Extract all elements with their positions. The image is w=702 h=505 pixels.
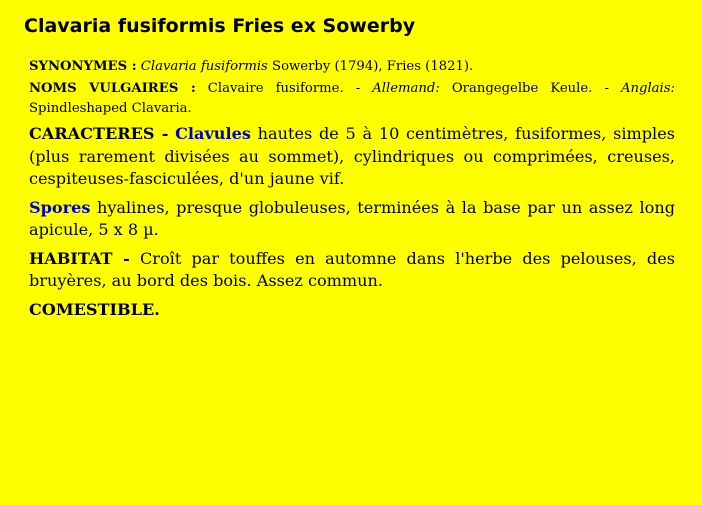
- synonyms-species: Clavaria fusiformis: [140, 59, 268, 74]
- habitat-paragraph: [29, 248, 675, 293]
- description-body: [29, 57, 675, 327]
- spores-keyword: Spores: [29, 197, 91, 217]
- common-name-french: Clavaire fusiforme. -: [207, 81, 361, 96]
- common-name-english: Spindleshaped Clavaria.: [29, 101, 192, 116]
- characters-paragraph: [29, 123, 675, 191]
- synonyms-paragraph: [29, 57, 675, 77]
- common-names-paragraph: [29, 79, 675, 119]
- page-title: Clavaria fusiformis Fries ex Sowerby: [24, 15, 416, 37]
- spores-text: hyalines, presque globuleuses, terminées à la base par un assez long apicule, 5 x 8 µ.: [29, 197, 675, 239]
- german-label: Allemand:: [372, 81, 440, 96]
- synonyms-authors: Sowerby (1794), Fries (1821).: [272, 59, 474, 74]
- spores-paragraph: [29, 197, 675, 242]
- common-name-german: Orangegelbe Keule. -: [451, 81, 609, 96]
- habitat-label: HABITAT -: [29, 248, 130, 268]
- edibility-label: COMESTIBLE.: [29, 299, 160, 319]
- characters-text: hautes de 5 à 10 centimètres, fusiformes, simples (plus rarement divisées au sommet), cylindriques ou comprimées, creuses, cespiteuses-fasciculées, d'un jaune vif.: [29, 124, 675, 188]
- clavules-keyword: Clavules: [175, 124, 251, 143]
- english-label: Anglais:: [621, 81, 675, 96]
- habitat-text: Croît par touffes en automne dans l'herbe des pelouses, des bruyères, au bord des bois. Assez commun.: [29, 248, 675, 290]
- edibility-paragraph: [29, 299, 675, 322]
- common-names-label: NOMS VULGAIRES :: [29, 81, 196, 96]
- synonyms-label: SYNONYMES :: [29, 59, 137, 74]
- characters-label: CARACTERES -: [29, 124, 169, 143]
